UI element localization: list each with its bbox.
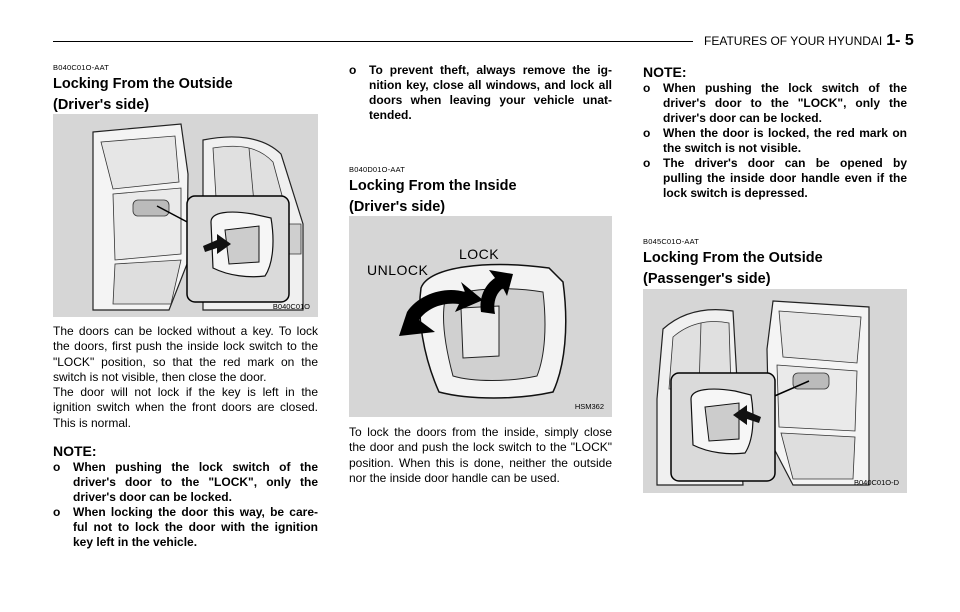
heading-line-1: Locking From the Outside <box>643 250 823 266</box>
note-title: NOTE: <box>53 443 97 460</box>
heading-line-2: (Driver's side) <box>53 97 150 113</box>
body-paragraph: To lock the doors from the inside, simply close the door and push the lock switch to the "LOCK" position. When this is done, neither the outside nor the inside door handle can be used. <box>349 425 612 485</box>
body-paragraph: The doors can be locked without a key. To lock the doors, first push the inside lock switch to the "LOCK" position, so that the red mark on the switch is not visible, then close the door. <box>53 324 318 384</box>
figure-label: B040C01O <box>272 302 310 311</box>
section-code: B040C01O-AAT <box>53 63 110 72</box>
heading-line-2: (Passenger's side) <box>643 271 771 287</box>
theft-warning <box>349 63 612 123</box>
figure-inside-lock-switch <box>349 216 612 417</box>
note-title: NOTE: <box>643 64 687 80</box>
heading-line-1: Locking From the Inside <box>349 178 517 194</box>
figure-label: B040C01O-D <box>853 478 899 487</box>
section-heading <box>643 248 907 290</box>
figure-driver-door-outside <box>53 114 318 317</box>
section-outside-driver <box>53 63 318 116</box>
figure-passenger-door-outside <box>643 289 907 493</box>
header-title: FEATURES OF YOUR HYUNDAI <box>704 34 883 48</box>
driver-door-illustration <box>53 114 318 317</box>
lock-label: LOCK <box>459 246 500 262</box>
page-number: 1- 5 <box>886 32 914 49</box>
note-item: o The driver's door can be opened by pulling the inside door handle even if the lock switch is depressed. <box>643 156 907 201</box>
page-header <box>704 32 914 50</box>
section-code: B040D01O-AAT <box>349 165 406 174</box>
warning-item: o To prevent theft, always remove the ig-nition key, close all windows, and lock all doors when leaving your vehicle unat-tended. <box>349 63 612 123</box>
section-inside-driver-body <box>349 425 612 486</box>
section-heading <box>349 176 612 218</box>
note-item: o When pushing the lock switch of the driver's door to the "LOCK", only the driver's door can be locked. <box>53 460 318 505</box>
figure-label: HSM362 <box>574 402 604 411</box>
note-item: o When pushing the lock switch of the driver's door to the "LOCK", only the driver's door can be locked. <box>643 81 907 126</box>
section-code: B045C01O-AAT <box>643 237 700 246</box>
section-outside-passenger <box>643 237 907 290</box>
note-item: o When the door is locked, the red mark on the switch is not visible. <box>643 126 907 156</box>
unlock-label: UNLOCK <box>367 262 429 278</box>
heading-line-2: (Driver's side) <box>349 199 446 215</box>
note-list <box>53 460 318 550</box>
note-list <box>643 81 907 201</box>
warning-list <box>349 63 612 123</box>
passenger-door-illustration <box>643 289 907 493</box>
note-block-right <box>643 63 907 201</box>
heading-line-1: Locking From the Outside <box>53 76 233 92</box>
header-rule <box>53 41 693 42</box>
section-outside-driver-body <box>53 324 318 550</box>
section-inside-driver <box>349 165 612 218</box>
body-paragraph-2: The door will not lock if the key is left in the ignition switch when the front doors are closed. This is normal. <box>53 385 318 430</box>
section-heading <box>53 74 318 116</box>
note-item: o When locking the door this way, be care-ful not to lock the door with the ignition key left in the vehicle. <box>53 505 318 550</box>
